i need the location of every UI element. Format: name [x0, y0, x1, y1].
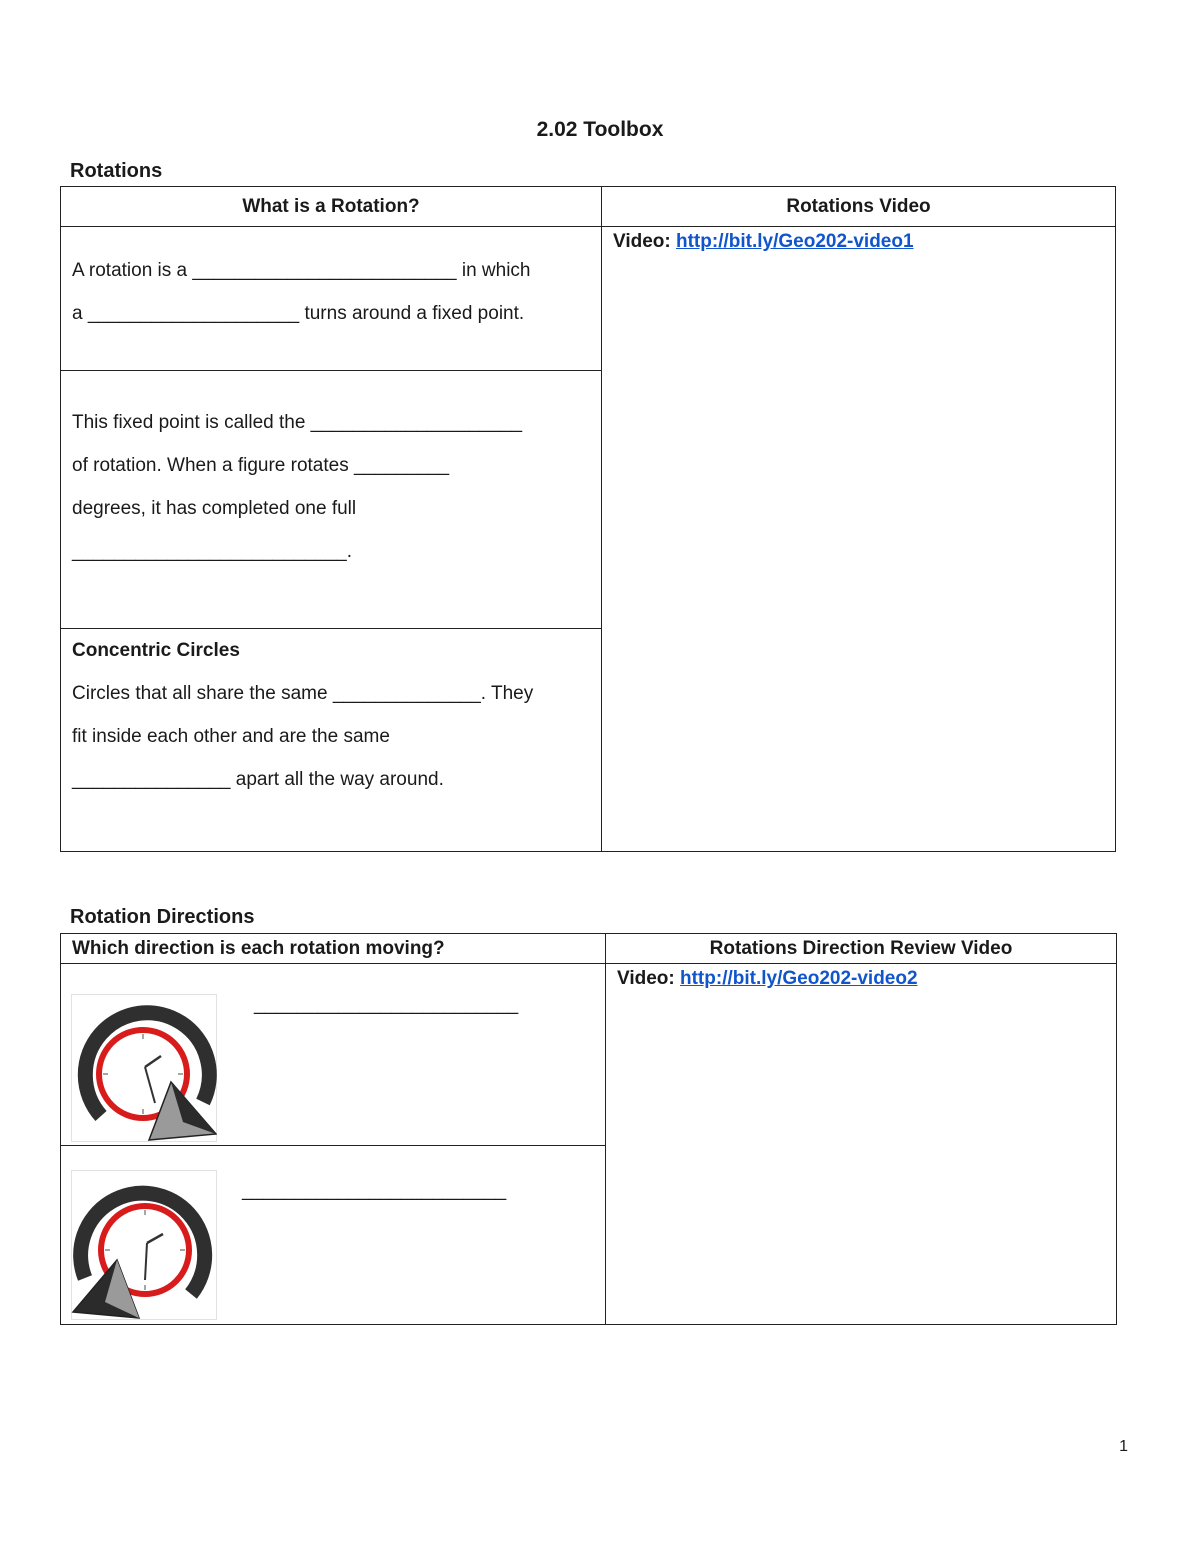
cell-rotation-clockwise: [61, 964, 606, 1146]
section-heading-rotation-directions: Rotation Directions: [70, 906, 255, 928]
page-number: 1: [1119, 1438, 1128, 1455]
counterclockwise-rotation-clock-icon: [71, 1170, 217, 1320]
concentric-circles-title: Concentric Circles: [72, 640, 240, 661]
header-what-is-rotation: What is a Rotation?: [61, 187, 602, 227]
cell-video-2: [606, 964, 1117, 1325]
rotations-table: [60, 186, 1116, 852]
cell-center-of-rotation: [61, 371, 602, 629]
cell-video-1: [602, 227, 1116, 852]
header-direction-video: Rotations Direction Review Video: [606, 934, 1117, 964]
concentric-line-3: _______________ apart all the way around.: [72, 769, 444, 790]
cell-rotation-definition: [61, 227, 602, 371]
cell-rotation-counterclockwise: [61, 1146, 606, 1325]
concentric-line-1: Circles that all share the same ______________. They: [72, 683, 534, 704]
rotation-directions-table: [60, 933, 1117, 1325]
video-label-2: Video:: [617, 968, 680, 989]
center-line-2: of rotation. When a figure rotates _________: [72, 455, 450, 476]
definition-line-1: A rotation is a _________________________ in which: [72, 260, 531, 281]
center-line-3: degrees, it has completed one full: [72, 498, 357, 519]
video-label-1: Video:: [613, 231, 676, 252]
clockwise-answer-blank: _________________________: [254, 994, 519, 1015]
center-line-1: This fixed point is called the ____________________: [72, 412, 523, 433]
concentric-line-2: fit inside each other and are the same: [72, 726, 390, 747]
clockwise-rotation-clock-icon: [71, 994, 217, 1142]
center-line-4: __________________________.: [72, 541, 353, 562]
definition-line-2: a ____________________ turns around a fixed point.: [72, 303, 525, 324]
header-rotations-video: Rotations Video: [602, 187, 1116, 227]
cell-concentric-circles: [61, 629, 602, 852]
counterclockwise-answer-blank: _________________________: [242, 1180, 507, 1201]
video-link-2[interactable]: http://bit.ly/Geo202-video2: [680, 968, 918, 989]
document-title: 2.02 Toolbox: [536, 118, 664, 141]
video-link-1[interactable]: http://bit.ly/Geo202-video1: [676, 231, 914, 252]
section-heading-rotations: Rotations: [70, 160, 163, 182]
header-which-direction: Which direction is each rotation moving?: [61, 934, 606, 964]
